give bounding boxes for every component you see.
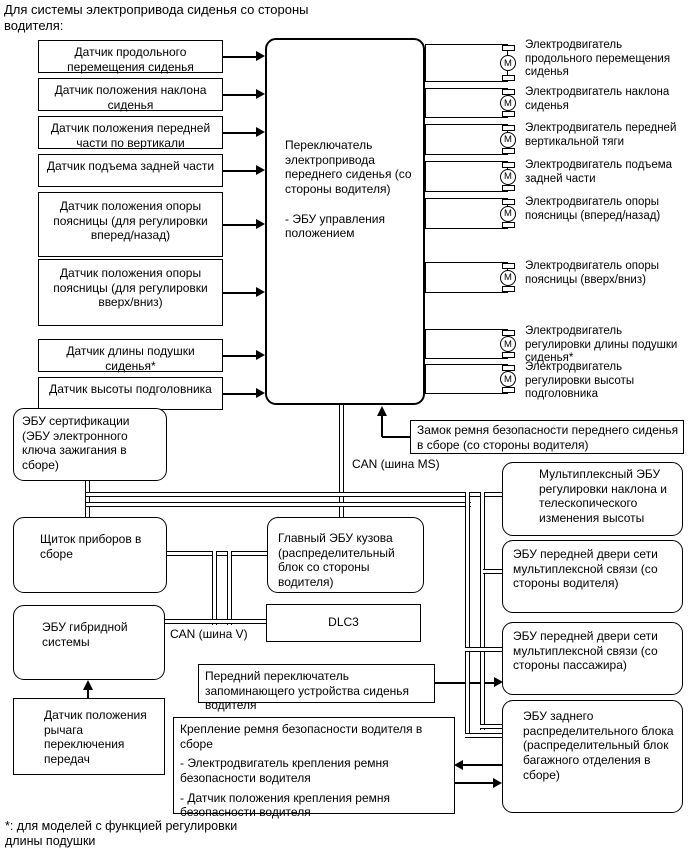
can-ms-label: CAN (шина MS) [352,457,440,471]
motor-terminal-icon [502,286,515,292]
sensor-arrow-line [223,224,257,226]
motor-icon [496,365,520,393]
can-ms-right-rail-b [480,492,485,730]
motor-m-icon: M [500,169,516,185]
certification-ecu-box: ЭБУ сертификации (ЭБУ электронного ключа зажигания в сборе) [13,408,167,481]
motor-terminal-icon [502,222,515,228]
sensor-box-lumbar-fore-aft: Датчик положения опоры поясницы (для регулировки вперед/назад) [38,192,223,257]
belt-buckle-arrow-line [381,414,383,437]
motor-m-icon: M [500,95,516,111]
arrowhead-left-icon [454,760,463,770]
arrowhead-right-icon [256,287,265,297]
motor-icon [496,89,520,117]
belt-anchor-title: Крепление ремня безопасности водителя в сборе [180,722,423,751]
motor-label-front-vertical: Электродвигатель передней вертикальной тяги [525,122,677,148]
stub-front-door-passenger [465,647,502,652]
main-body-ecu-box: Главный ЭБУ кузова (распределительный блок со стороны водителя) [267,517,424,593]
motor-m-icon: M [500,132,516,148]
motor-terminal-icon [502,125,515,131]
can-ms-left-rail [85,481,90,517]
motor-terminal-icon [502,263,515,269]
can-ms-bus-upper-rail [86,492,502,497]
motor-label-headrest: Электродвигатель регулировки высоты подголовника [525,361,635,401]
motor-terminal-icon [502,45,515,51]
stub-front-door-driver [483,569,502,574]
motor-label-cushion-length: Электродвигатель регулировки длины подушки сиденья* [525,325,678,365]
arrowhead-up-icon [377,406,387,416]
rear-junction-ecu-box: ЭБУ заднего распределительного блока (распределительный блок багажного отделения в сборе) [502,700,683,813]
stub-rear-junction-a [465,733,502,738]
hybrid-ecu-box: ЭБУ гибридной системы [13,605,165,680]
motor-icon [496,330,520,358]
stub-rear-junction-b [480,724,502,729]
front-door-driver-ecu-box: ЭБУ передней двери сети мультиплексной связи (со стороны водителя) [502,540,683,613]
motor-m-icon: M [500,371,516,387]
front-power-seat-switch-box [265,38,425,405]
motor-m-icon: M [500,206,516,222]
dlc3-box: DLC3 [266,604,421,642]
arrowhead-right-icon [256,89,265,99]
motor-icon [496,263,520,292]
sensor-box-front-vertical: Датчик положения передней части по вертикали [38,116,223,149]
sensor-arrow-line [223,292,257,294]
sensor-arrow-line [223,56,257,58]
switch-box-name: Переключатель электропривода переднего сиденья (со стороны водителя) [285,138,412,196]
motor-label-lumbar-fore-aft: Электродвигатель опоры поясницы (вперед/назад) [525,196,661,222]
belt-buckle-box: Замок ремня безопасности переднего сиденья в сборе (со стороны водителя) [410,420,684,454]
motor-icon [496,162,520,191]
belt-anchor-motor: - Электродвигатель крепления ремня безопасности водителя [180,756,389,785]
arrowhead-right-icon [256,127,265,137]
motor-terminal-icon [502,199,515,205]
arrowhead-right-icon [493,778,502,788]
sensor-box-rear-lifter: Датчик подъема задней части [38,154,223,187]
can-v-vertical-rail-2 [227,551,232,625]
motor-icon [496,125,520,154]
can-v-lower-rail [165,619,266,624]
sensor-arrow-line [223,94,257,96]
sensor-box-slide-position: Датчик продольного перемещения сиденья [38,40,223,73]
can-v-vertical-rail-1 [212,551,217,625]
motor-m-icon: M [500,55,516,71]
belt-anchor-sensor: - Датчик положения крепления ремня безопасности водителя [180,790,391,820]
arrowhead-right-icon [256,388,265,398]
diagram-title: Для системы электропривода сиденья со стороны водителя: [4,2,309,33]
motor-m-icon: M [500,270,516,286]
instrument-cluster-box: Щиток приборов в сборе [13,517,167,593]
motor-label-slide: Электродвигатель продольного перемещения сиденья [525,39,671,79]
sensor-arrow-line [223,355,257,357]
sensor-box-lumbar-up-down: Датчик положения опоры поясницы (для регулировки вверх/вниз) [38,259,223,326]
motor-terminal-icon [502,75,515,81]
switch-box-sub: - ЭБУ управления положением [285,211,385,241]
motor-terminal-icon [502,162,515,168]
belt-anchor-box [173,717,455,820]
arrowhead-up-icon [83,680,93,690]
motor-terminal-icon [502,148,515,154]
sensor-arrow-line [223,170,257,172]
motor-m-icon: M [500,336,516,352]
arrowhead-right-icon [256,165,265,175]
can-ms-bus-lower-rail [86,502,471,507]
anchor-to-rear-arrow-line [455,782,495,784]
memory-switch-box: Передний переключатель запоминающего устройства сиденья водителя [198,664,435,703]
footnote: *: для моделей с функцией регулировки длины подушки [5,819,238,848]
sensor-box-cushion-length: Датчик длины подушки сиденья* [38,339,223,372]
rear-to-anchor-arrow-line [462,764,502,766]
sensor-arrow-line [223,132,257,134]
motor-terminal-icon [502,111,515,117]
can-v-label: CAN (шина V) [170,627,248,641]
arrowhead-right-icon [256,350,265,360]
can-ms-drop-rail [339,405,344,517]
can-ms-right-rail-a [465,492,470,737]
can-v-upper-rail [167,551,267,556]
sensor-box-headrest-height: Датчик высоты подголовника [38,377,223,410]
belt-buckle-arrow-line [382,436,410,438]
sensor-box-reclining-position: Датчик положения наклона сиденья [38,78,223,111]
shift-lever-sensor-box: Датчик положения рычага переключения передач [13,698,165,775]
arrowhead-right-icon [256,51,265,61]
motor-terminal-icon [502,185,515,191]
motor-label-rear-lifter: Электродвигатель подъема задней части [525,159,673,185]
motor-label-lumbar-up-down: Электродвигатель опоры поясницы (вверх/вниз) [525,260,660,286]
motor-terminal-icon [502,387,515,393]
motor-terminal-icon [502,352,515,358]
motor-icon [496,199,520,228]
multiplex-tilt-ecu-box: Мультиплексный ЭБУ регулировки наклона и телескопического изменения высоты [502,462,683,536]
motor-label-reclining: Электродвигатель наклона сиденья [525,86,670,112]
front-door-passenger-ecu-box: ЭБУ передней двери сети мультиплексной связи (со стороны пассажира) [502,622,683,695]
sensor-arrow-line [223,393,257,395]
arrowhead-right-icon [256,219,265,229]
motor-icon [496,45,520,81]
